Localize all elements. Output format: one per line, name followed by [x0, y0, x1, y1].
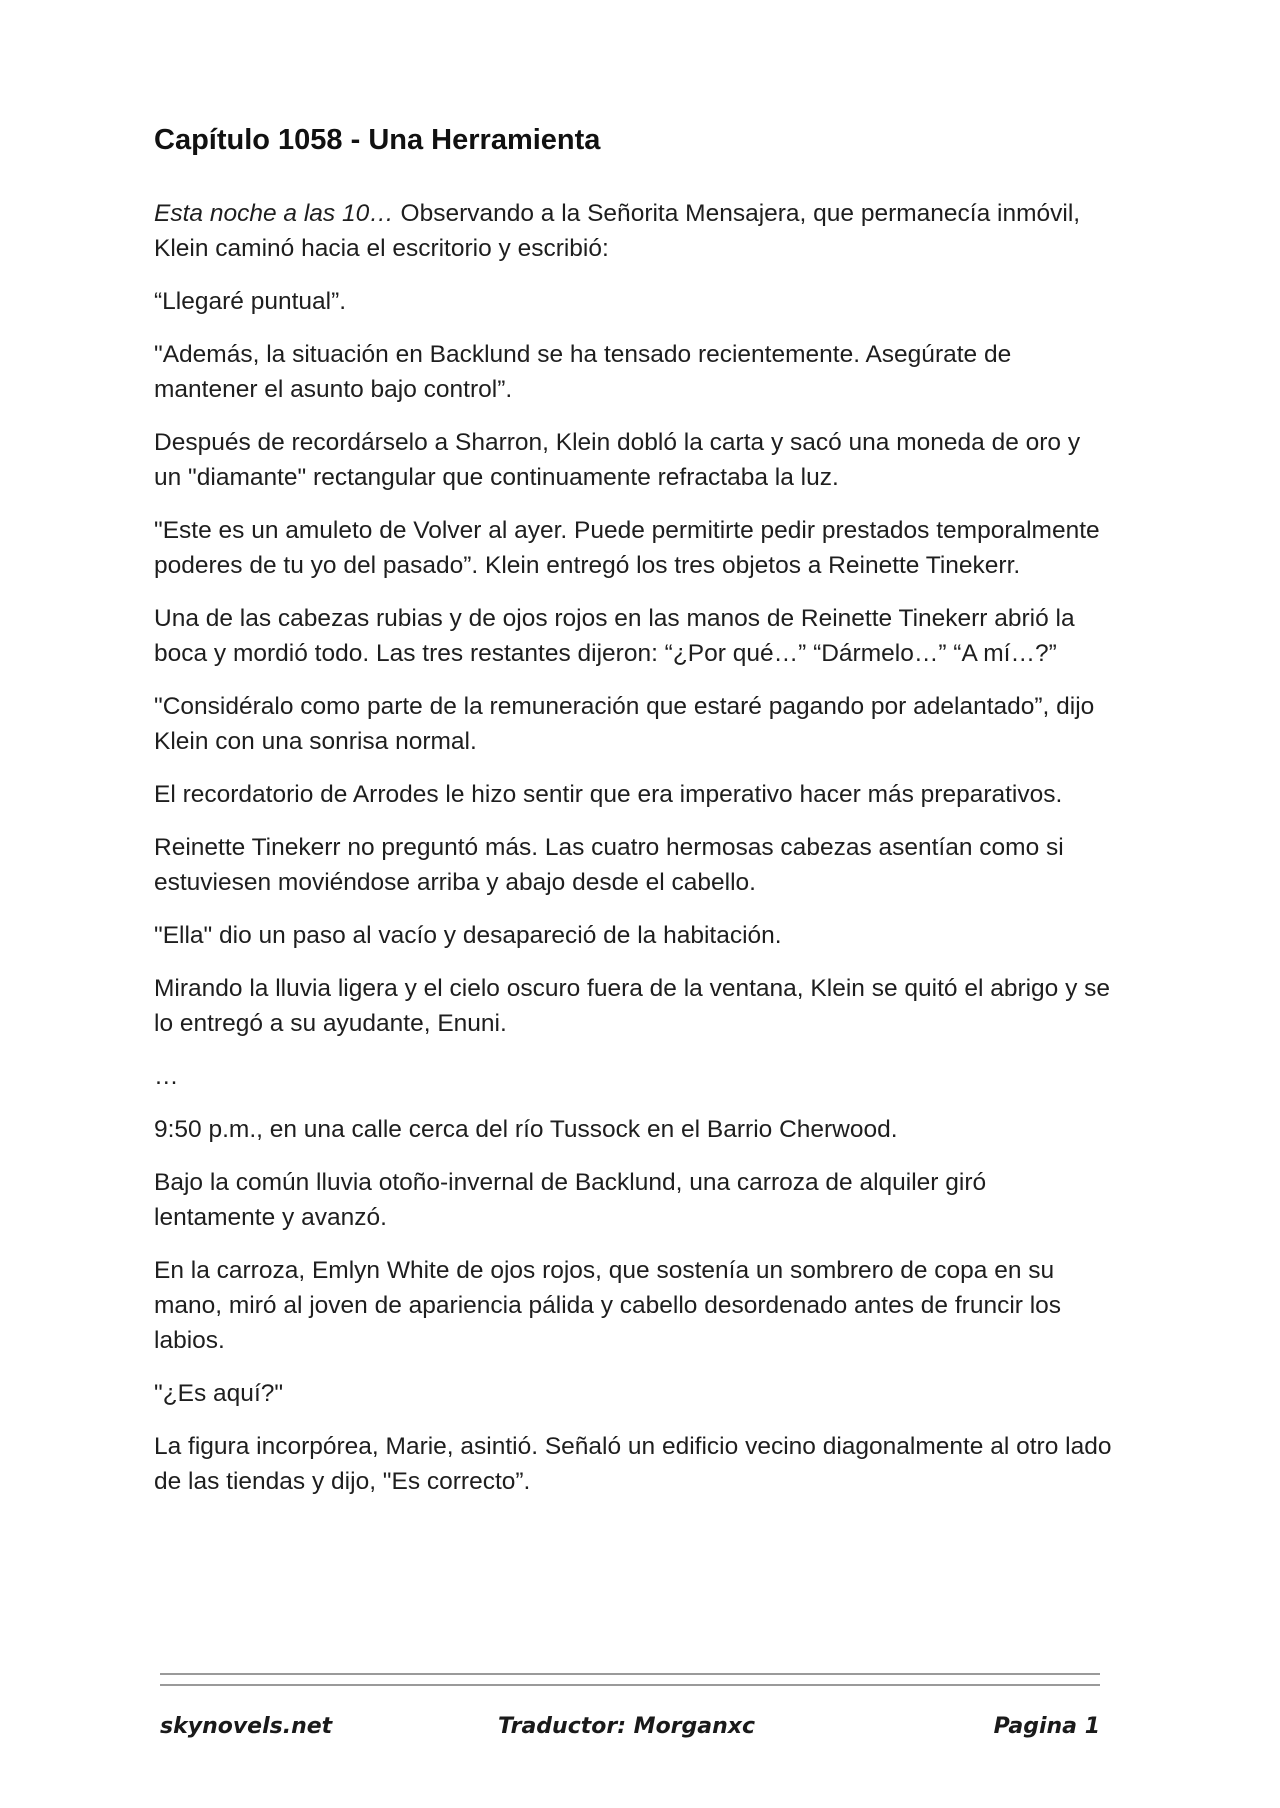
- paragraph: "Considéralo como parte de la remuneración que estaré pagando por adelantado”, dijo Klein con una sonrisa normal.: [154, 693, 1095, 755]
- paragraph: "¿Es aquí?": [154, 1380, 284, 1407]
- footer-divider-top: [160, 1673, 1100, 1675]
- intro-text: Observando a la Señorita Mensajera, que permanecía inmóvil, Klein caminó hacia el escritorio y escribió:: [154, 200, 1081, 262]
- paragraph: Una de las cabezas rubias y de ojos rojos en las manos de Reinette Tinekerr abrió la boca y mordió todo. Las tres restantes dijeron: “¿Por qué…” “Dármelo…” “A mí…?”: [154, 605, 1075, 667]
- paragraph: 9:50 p.m., en una calle cerca del río Tussock en el Barrio Cherwood.: [154, 1116, 898, 1143]
- paragraph: "Este es un amuleto de Volver al ayer. Puede permitirte pedir prestados temporalmente poderes de tu yo del pasado”. Klein entregó los tres objetos a Reinette Tinekerr.: [154, 517, 1100, 579]
- paragraph: La figura incorpórea, Marie, asintió. Señaló un edificio vecino diagonalmente al otro lado de las tiendas y dijo, "Es correcto”.: [154, 1433, 1112, 1495]
- page-footer: [160, 1714, 1100, 1754]
- footer-divider-bottom: [160, 1684, 1100, 1686]
- paragraph: Bajo la común lluvia otoño-invernal de Backlund, una carroza de alquiler giró lentamente y avanzó.: [154, 1169, 987, 1231]
- paragraph: El recordatorio de Arrodes le hizo sentir que era imperativo hacer más preparativos.: [154, 781, 1063, 808]
- intro-paragraph: [154, 196, 1114, 266]
- paragraph: “Llegaré puntual”.: [154, 288, 347, 315]
- paragraph: Reinette Tinekerr no preguntó más. Las cuatro hermosas cabezas asentían como si estuviesen moviéndose arriba y abajo desde el cabello.: [154, 834, 1064, 896]
- footer-translator: Traductor: Morganxc: [498, 1714, 756, 1739]
- paragraph: "Además, la situación en Backlund se ha tensado recientemente. Asegúrate de mantener el asunto bajo control”.: [154, 341, 1012, 403]
- paragraph: En la carroza, Emlyn White de ojos rojos, que sostenía un sombrero de copa en su mano, miró al joven de apariencia pálida y cabello desordenado antes de fruncir los labios.: [154, 1257, 1062, 1354]
- paragraph: Mirando la lluvia ligera y el cielo oscuro fuera de la ventana, Klein se quitó el abrigo y se lo entregó a su ayudante, Enuni.: [154, 975, 1111, 1037]
- paragraph: Después de recordárselo a Sharron, Klein dobló la carta y sacó una moneda de oro y un "diamante" rectangular que continuamente refractaba la luz.: [154, 429, 1081, 491]
- chapter-title: Capítulo 1058 - Una Herramienta: [154, 124, 601, 156]
- intro-italic-text: Esta noche a las 10…: [154, 200, 394, 227]
- paragraph: "Ella" dio un paso al vacío y desapareció de la habitación.: [154, 922, 782, 949]
- document-body: [154, 120, 1114, 1517]
- footer-page-number: Pagina 1: [993, 1714, 1100, 1739]
- footer-site: skynovels.net: [160, 1714, 333, 1739]
- scene-break: …: [154, 1063, 179, 1090]
